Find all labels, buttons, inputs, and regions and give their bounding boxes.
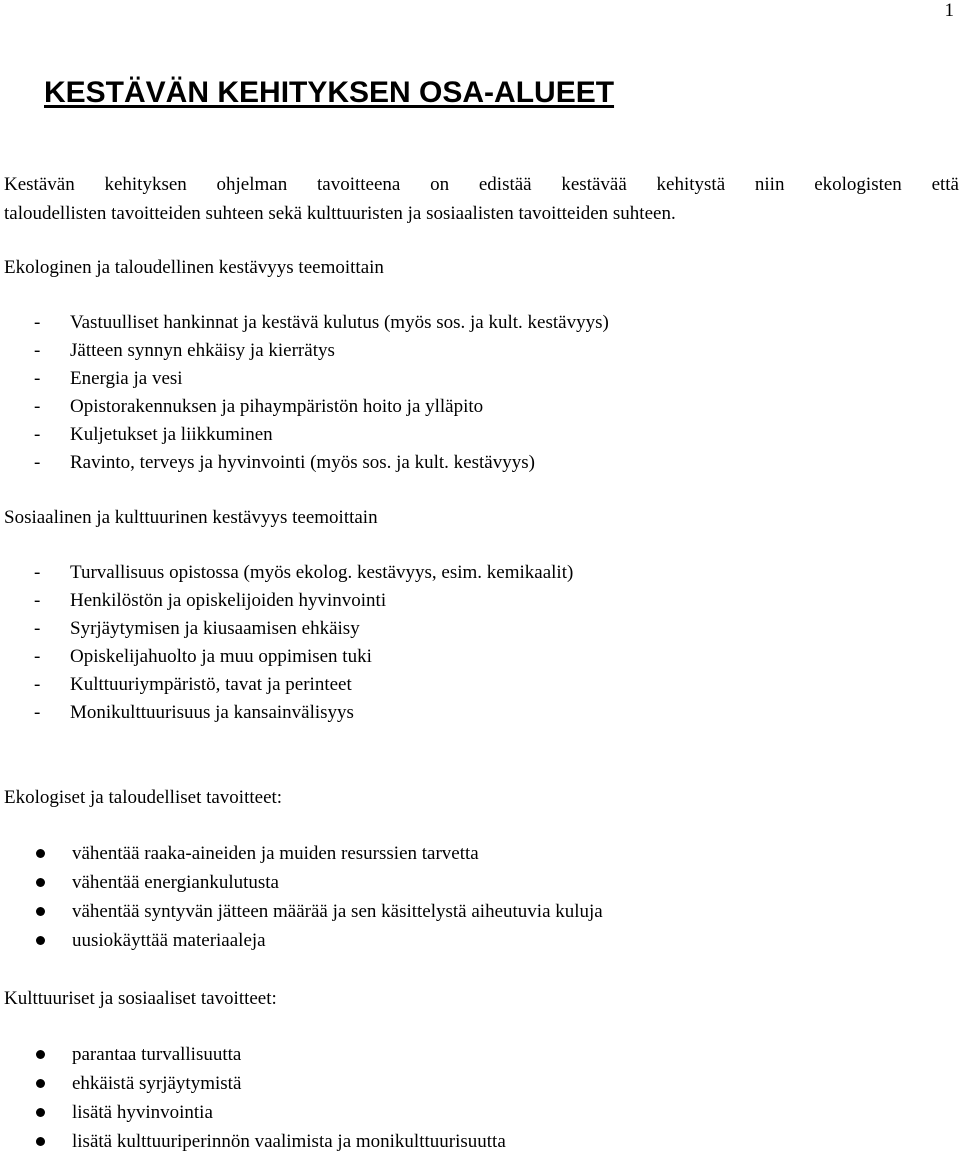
list-item [36, 901, 916, 923]
list-item-label: ehkäistä syrjäytymistä [72, 1073, 242, 1094]
dash-marker: - [34, 396, 41, 417]
dash-marker: - [34, 368, 41, 389]
list-item [34, 368, 914, 390]
bullet-icon [36, 1050, 45, 1059]
bullet-icon [36, 936, 45, 945]
document-title: KESTÄVÄN KEHITYKSEN OSA-ALUEET [44, 76, 615, 109]
ecological-goals-heading: Ekologiset ja taloudelliset tavoitteet: [4, 787, 283, 808]
list-item [34, 312, 914, 334]
list-item [36, 1073, 916, 1095]
dash-marker: - [34, 452, 41, 473]
bullet-icon [36, 907, 45, 916]
list-item [36, 1044, 916, 1066]
list-item-label: lisätä hyvinvointia [72, 1102, 213, 1123]
list-item [34, 340, 914, 362]
list-item-label: vähentää syntyvän jätteen määrää ja sen käsittelystä aiheutuvia kuluja [72, 901, 603, 922]
bullet-icon [36, 1137, 45, 1146]
dash-marker: - [34, 590, 41, 611]
list-item-label: parantaa turvallisuutta [72, 1044, 242, 1065]
list-item-label: Energia ja vesi [70, 368, 183, 389]
list-item [36, 872, 916, 894]
dash-marker: - [34, 312, 41, 333]
list-item-label: Monikulttuurisuus ja kansainvälisyys [70, 702, 354, 723]
list-item [36, 1131, 916, 1153]
list-item-label: Jätteen synnyn ehkäisy ja kierrätys [70, 340, 335, 361]
list-item [36, 1102, 916, 1124]
list-item-label: vähentää energiankulutusta [72, 872, 279, 893]
list-item [34, 702, 914, 724]
intro-paragraph [4, 170, 959, 228]
list-item-label: Turvallisuus opistossa (myös ekolog. kestävyys, esim. kemikaalit) [70, 562, 574, 583]
bullet-icon [36, 878, 45, 887]
list-item-label: Kulttuuriympäristö, tavat ja perinteet [70, 674, 352, 695]
page-number: 1 [944, 0, 954, 21]
social-section-heading: Sosiaalinen ja kulttuurinen kestävyys teemoittain [4, 507, 378, 528]
list-item-label: Opistorakennuksen ja pihaympäristön hoito ja ylläpito [70, 396, 484, 417]
list-item-label: Opiskelijahuolto ja muu oppimisen tuki [70, 646, 372, 667]
list-item-label: Syrjäytymisen ja kiusaamisen ehkäisy [70, 618, 360, 639]
list-item-label: Kuljetukset ja liikkuminen [70, 424, 273, 445]
dash-marker: - [34, 618, 41, 639]
bullet-icon [36, 1079, 45, 1088]
list-item [34, 646, 914, 668]
list-item-label: Vastuulliset hankinnat ja kestävä kulutus (myös sos. ja kult. kestävyys) [70, 312, 609, 333]
list-item-label: uusiokäyttää materiaaleja [72, 930, 266, 951]
list-item-label: lisätä kulttuuriperinnön vaalimista ja monikulttuurisuutta [72, 1131, 506, 1152]
list-item [34, 396, 914, 418]
dash-marker: - [34, 424, 41, 445]
cultural-goals-heading: Kulttuuriset ja sosiaaliset tavoitteet: [4, 988, 277, 1009]
list-item [34, 562, 914, 584]
dash-marker: - [34, 674, 41, 695]
list-item [34, 424, 914, 446]
dash-marker: - [34, 562, 41, 583]
list-item [36, 930, 916, 952]
dash-marker: - [34, 646, 41, 667]
list-item [36, 843, 916, 865]
list-item [34, 618, 914, 640]
dash-marker: - [34, 702, 41, 723]
intro-line-1: Kestävän kehityksen ohjelman tavoitteena on edistää kestävää kehitystä niin ekologisten että [4, 174, 959, 195]
bullet-icon [36, 849, 45, 858]
dash-marker: - [34, 340, 41, 361]
list-item-label: Ravinto, terveys ja hyvinvointi (myös sos. ja kult. kestävyys) [70, 452, 535, 473]
list-item [34, 674, 914, 696]
intro-line-2: taloudellisten tavoitteiden suhteen sekä kulttuuristen ja sosiaalisten tavoitteiden suhteen. [4, 203, 676, 224]
list-item-label: Henkilöstön ja opiskelijoiden hyvinvointi [70, 590, 387, 611]
list-item [34, 452, 914, 474]
bullet-icon [36, 1108, 45, 1117]
ecological-section-heading: Ekologinen ja taloudellinen kestävyys teemoittain [4, 257, 384, 278]
list-item-label: vähentää raaka-aineiden ja muiden resurssien tarvetta [72, 843, 479, 864]
list-item [34, 590, 914, 612]
